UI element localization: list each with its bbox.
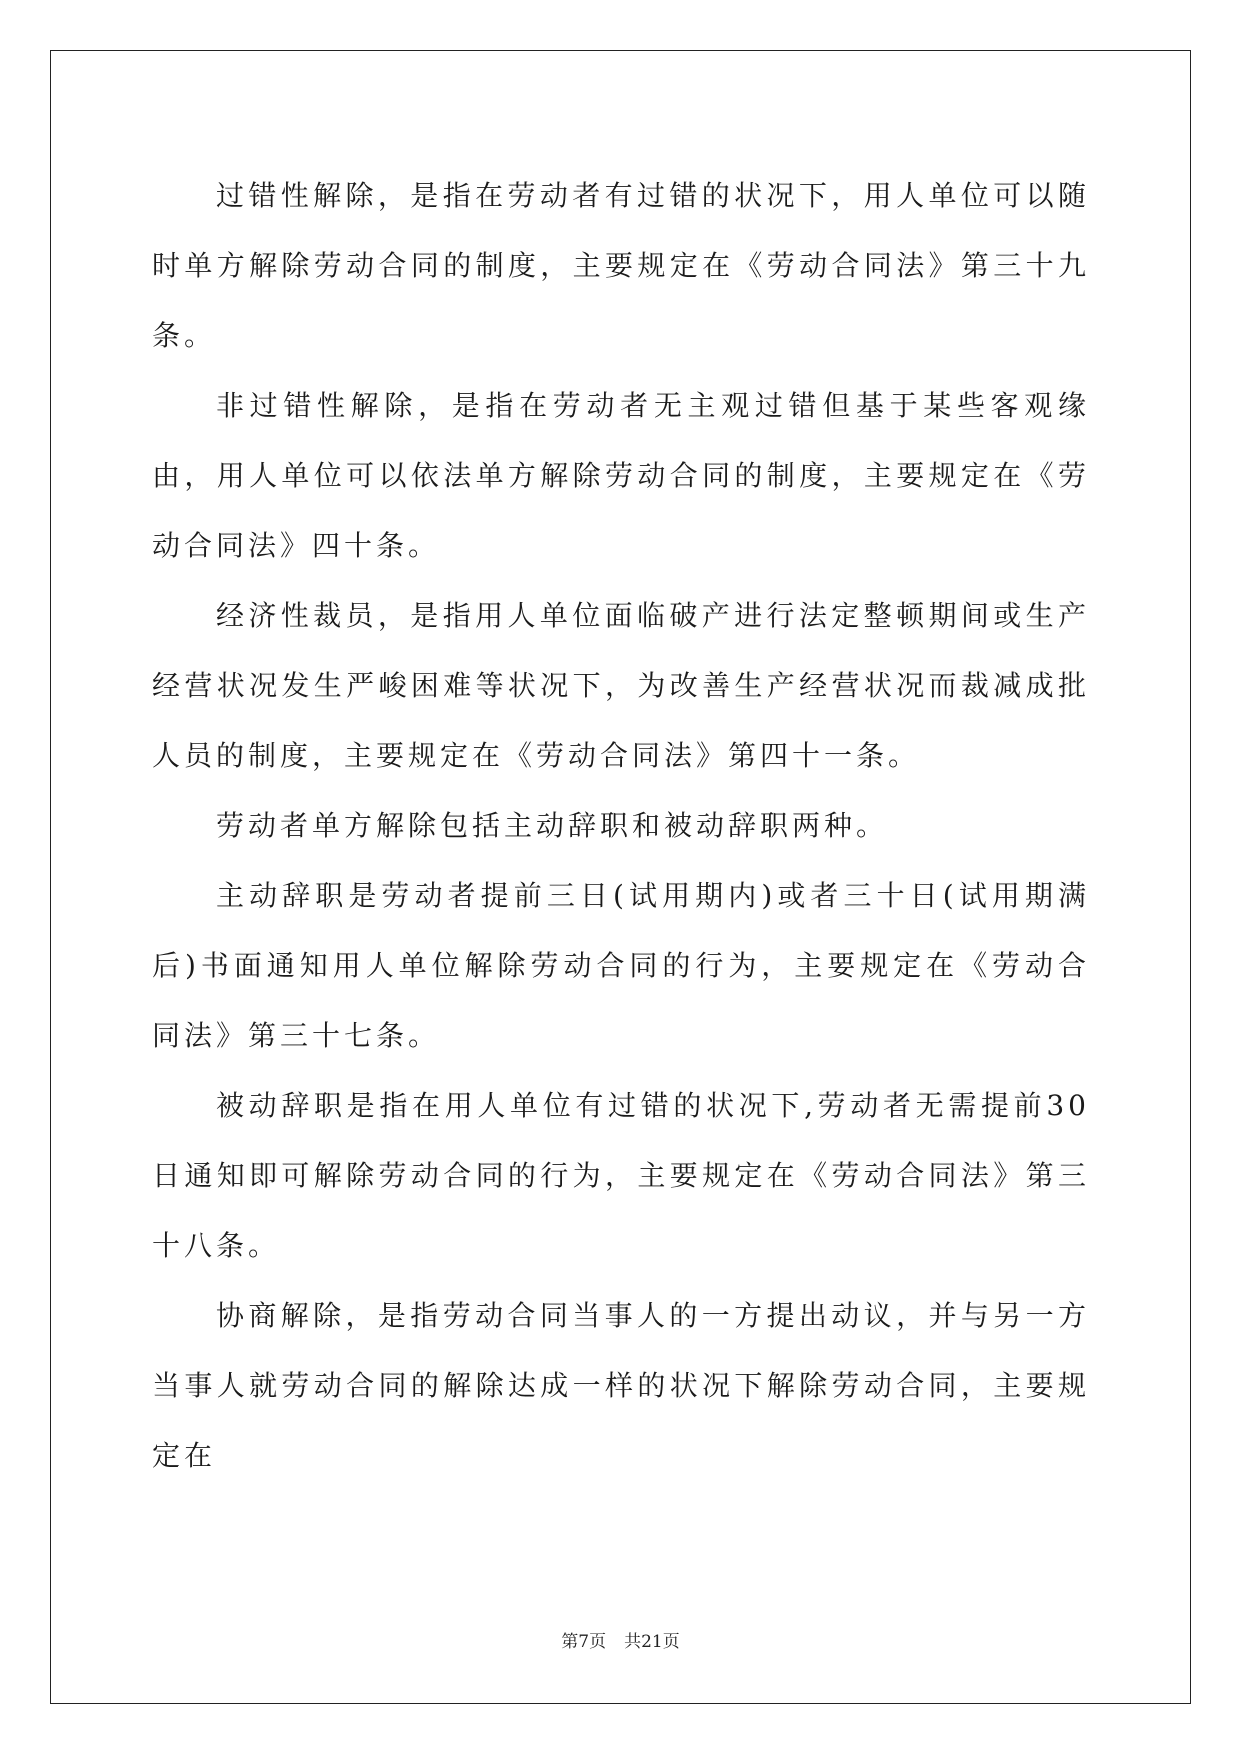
paragraph: 过错性解除，是指在劳动者有过错的状况下，用人单位可以随时单方解除劳动合同的制度，主要规定在《劳动合同法》第三十九条。 — [152, 179, 1090, 352]
page-footer — [0, 1627, 1241, 1652]
paragraph: 被动辞职是指在用人单位有过错的状况下,劳动者无需提前30日通知即可解除劳动合同的行为，主要规定在《劳动合同法》第三十八条。 — [152, 1089, 1090, 1262]
paragraph: 劳动者单方解除包括主动辞职和被动辞职两种。 — [216, 809, 889, 842]
page-total: 共21页 — [624, 1632, 680, 1652]
page-number: 第7页 — [561, 1632, 607, 1652]
paragraph: 经济性裁员，是指用人单位面临破产进行法定整顿期间或生产经营状况发生严峻困难等状况下，为改善生产经营状况而裁减成批人员的制度，主要规定在《劳动合同法》第四十一条。 — [152, 599, 1090, 772]
document-body — [152, 161, 1090, 1491]
paragraph: 非过错性解除，是指在劳动者无主观过错但基于某些客观缘由，用人单位可以依法单方解除劳动合同的制度，主要规定在《劳动合同法》四十条。 — [152, 389, 1090, 562]
paragraph: 协商解除，是指劳动合同当事人的一方提出动议，并与另一方当事人就劳动合同的解除达成一样的状况下解除劳动合同，主要规定在 — [152, 1299, 1090, 1472]
paragraph: 主动辞职是劳动者提前三日(试用期内)或者三十日(试用期满后)书面通知用人单位解除劳动合同的行为，主要规定在《劳动合同法》第三十七条。 — [152, 879, 1090, 1052]
